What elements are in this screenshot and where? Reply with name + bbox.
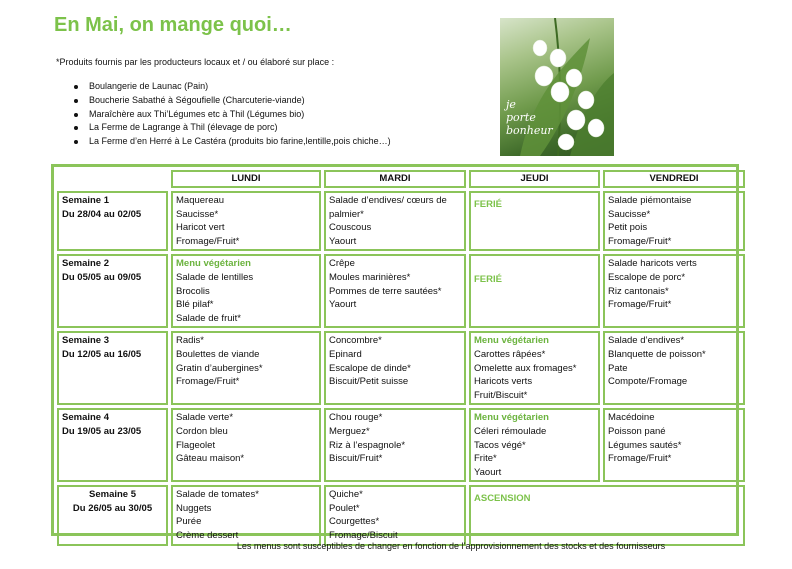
dish: Fromage/Biscuit bbox=[329, 530, 398, 542]
holiday-cell-jeudi bbox=[469, 191, 600, 251]
list-item: Maraîchère aux Thi’Légumes etc à Thil (Légumes bio) bbox=[74, 108, 391, 122]
dish: Crêpe bbox=[329, 258, 355, 270]
menu-cell-jeudi bbox=[469, 331, 600, 405]
dish: Compote/Fromage bbox=[608, 376, 688, 388]
lily-of-the-valley-photo bbox=[500, 18, 614, 156]
dish: Macédoine bbox=[608, 412, 655, 424]
week-label: Semaine 3 bbox=[62, 335, 109, 347]
menu-cell-lundi bbox=[171, 191, 321, 251]
dish: Gratin d’aubergines* bbox=[176, 362, 263, 374]
menu-cell-mardi bbox=[324, 191, 466, 251]
dish: Pommes de terre sautées* bbox=[329, 285, 442, 297]
dish: Merguez* bbox=[329, 425, 370, 437]
list-item: Boucherie Sabathé à Ségoufielle (Charcuterie-viande) bbox=[74, 94, 391, 108]
list-item: La Ferme de Lagrange à Thil (élevage de porc) bbox=[74, 121, 391, 135]
menu-cell-vendredi bbox=[603, 408, 745, 482]
dish: Fromage/Fruit* bbox=[608, 235, 672, 247]
holiday-cell-jeudi bbox=[469, 254, 600, 328]
dish: Omelette aux fromages* bbox=[474, 362, 577, 374]
table-row bbox=[57, 331, 745, 405]
menu-cell-mardi bbox=[324, 408, 466, 482]
dish: Courgettes* bbox=[329, 516, 380, 528]
vegetarian-menu-label: Menu végétarien bbox=[176, 258, 251, 270]
menu-cell-jeudi bbox=[469, 408, 600, 482]
table-row bbox=[57, 191, 745, 251]
week-label-cell bbox=[57, 408, 168, 482]
table-row bbox=[57, 485, 745, 545]
dish: Salade verte* bbox=[176, 412, 234, 424]
vegetarian-menu-label: Menu végétarien bbox=[474, 412, 549, 424]
dish: Purée bbox=[176, 516, 202, 528]
dish: Nuggets bbox=[176, 502, 212, 514]
dish: Brocolis bbox=[176, 285, 210, 297]
dish: Biscuit/Petit suisse bbox=[329, 376, 409, 388]
dish: Fromage/Fruit* bbox=[608, 299, 672, 311]
dish: Yaourt bbox=[329, 235, 357, 247]
dish: Salade piémontaise bbox=[608, 195, 692, 206]
dish: Epinard bbox=[329, 348, 362, 360]
day-header-vendredi: VENDREDI bbox=[603, 170, 745, 188]
dish: Couscous bbox=[329, 222, 372, 234]
week-label-cell bbox=[57, 254, 168, 328]
dish: palmier* bbox=[329, 208, 364, 220]
menu-cell-vendredi bbox=[603, 331, 745, 405]
dish: Radis* bbox=[176, 335, 204, 347]
menu-cell-lundi bbox=[171, 485, 321, 545]
week-label: Semaine 5 bbox=[89, 489, 136, 501]
dish: Poulet* bbox=[329, 502, 360, 514]
dish: Poisson pané bbox=[608, 425, 666, 437]
menu-cell-lundi bbox=[171, 254, 321, 328]
dish: Yaourt bbox=[474, 466, 502, 478]
dish: Crème dessert bbox=[176, 530, 239, 542]
dish: Blanquette de poisson* bbox=[608, 348, 706, 360]
menu-cell-mardi bbox=[324, 485, 466, 545]
holiday-label: ASCENSION bbox=[474, 493, 531, 505]
dish: Escalope de porc* bbox=[608, 271, 686, 283]
week-label: Semaine 4 bbox=[62, 412, 109, 424]
week-label: Semaine 1 bbox=[62, 195, 109, 206]
dish: Haricots verts bbox=[474, 376, 533, 388]
dish: Fromage/Fruit* bbox=[608, 453, 672, 465]
dish: Frite* bbox=[474, 453, 497, 465]
menu-cell-lundi bbox=[171, 408, 321, 482]
dish: Maquereau bbox=[176, 195, 225, 206]
week-dates: Du 12/05 au 16/05 bbox=[62, 348, 142, 360]
dish: Haricot vert bbox=[176, 222, 225, 234]
dish: Gâteau maison* bbox=[176, 453, 245, 465]
dish: Riz cantonais* bbox=[608, 285, 669, 297]
week-dates: Du 05/05 au 09/05 bbox=[62, 271, 142, 283]
menu-table bbox=[51, 164, 739, 542]
dish: Concombre* bbox=[329, 335, 382, 347]
photo-caption: je porte bonheur bbox=[506, 98, 553, 137]
intro-text: *Produits fournis par les producteurs locaux et / ou élaboré sur place : bbox=[56, 57, 335, 67]
week-dates: Du 19/05 au 23/05 bbox=[62, 425, 142, 437]
day-header-mardi: MARDI bbox=[324, 170, 466, 188]
holiday-label: FERIÉ bbox=[474, 199, 502, 210]
page-title: En Mai, on mange quoi… bbox=[54, 14, 292, 36]
week-dates: Du 28/04 au 02/05 bbox=[62, 208, 142, 220]
holiday-label: FERIÉ bbox=[474, 274, 502, 286]
table-corner bbox=[57, 170, 168, 188]
dish: Salade d’endives* bbox=[608, 335, 685, 347]
table-header-row bbox=[57, 170, 745, 188]
menu-cell-vendredi bbox=[603, 254, 745, 328]
dish: Moules marinières* bbox=[329, 271, 411, 283]
list-item: Boulangerie de Launac (Pain) bbox=[74, 80, 391, 94]
producer-list bbox=[74, 80, 391, 149]
list-item: La Ferme d’en Herré à Le Castéra (produits bio farine,lentille,pois chiche…) bbox=[74, 135, 391, 149]
dish: Yaourt bbox=[329, 299, 357, 311]
dish: Saucisse* bbox=[608, 208, 651, 220]
dish: Pate bbox=[608, 362, 628, 374]
dish: Salade de tomates* bbox=[176, 489, 259, 501]
dish: Fromage/Fruit* bbox=[176, 376, 240, 388]
dish: Salade de fruit* bbox=[176, 312, 241, 324]
week-label-cell bbox=[57, 191, 168, 251]
dish: Cordon bleu bbox=[176, 425, 228, 437]
table-row bbox=[57, 254, 745, 328]
menu-cell-vendredi bbox=[603, 191, 745, 251]
vegetarian-menu-label: Menu végétarien bbox=[474, 335, 549, 347]
week-label-cell bbox=[57, 331, 168, 405]
dish: Fromage/Fruit* bbox=[176, 235, 240, 247]
holiday-cell-ascension bbox=[469, 485, 745, 545]
dish: Fruit/Biscuit* bbox=[474, 389, 528, 401]
dish: Escalope de dinde* bbox=[329, 362, 411, 374]
dish: Tacos végé* bbox=[474, 439, 526, 451]
dish: Biscuit/Fruit* bbox=[329, 453, 383, 465]
dish: Salade de lentilles bbox=[176, 271, 254, 283]
dish: Salade d’endives/ cœurs de bbox=[329, 195, 447, 206]
dish: Légumes sautés* bbox=[608, 439, 682, 451]
week-dates: Du 26/05 au 30/05 bbox=[72, 502, 153, 514]
menu-cell-lundi bbox=[171, 331, 321, 405]
dish: Petit pois bbox=[608, 222, 648, 234]
week-label: Semaine 2 bbox=[62, 258, 109, 270]
dish: Flageolet bbox=[176, 439, 216, 451]
dish: Salade haricots verts bbox=[608, 258, 697, 270]
dish: Quiche* bbox=[329, 489, 363, 501]
dish: Chou rouge* bbox=[329, 412, 383, 424]
dish: Blé pilaf* bbox=[176, 299, 214, 311]
dish: Boulettes de viande bbox=[176, 348, 260, 360]
menu-cell-mardi bbox=[324, 254, 466, 328]
dish: Carottes râpées* bbox=[474, 348, 546, 360]
day-header-jeudi: JEUDI bbox=[469, 170, 600, 188]
table-row bbox=[57, 408, 745, 482]
dish: Saucisse* bbox=[176, 208, 219, 220]
dish: Céleri rémoulade bbox=[474, 425, 547, 437]
dish: Riz à l’espagnole* bbox=[329, 439, 406, 451]
footer-note: Les menus sont susceptibles de changer en fonction de l’approvisionnement des stocks et des fournisseurs bbox=[236, 541, 666, 551]
menu-cell-mardi bbox=[324, 331, 466, 405]
day-header-lundi: LUNDI bbox=[171, 170, 321, 188]
week-label-cell bbox=[57, 485, 168, 545]
